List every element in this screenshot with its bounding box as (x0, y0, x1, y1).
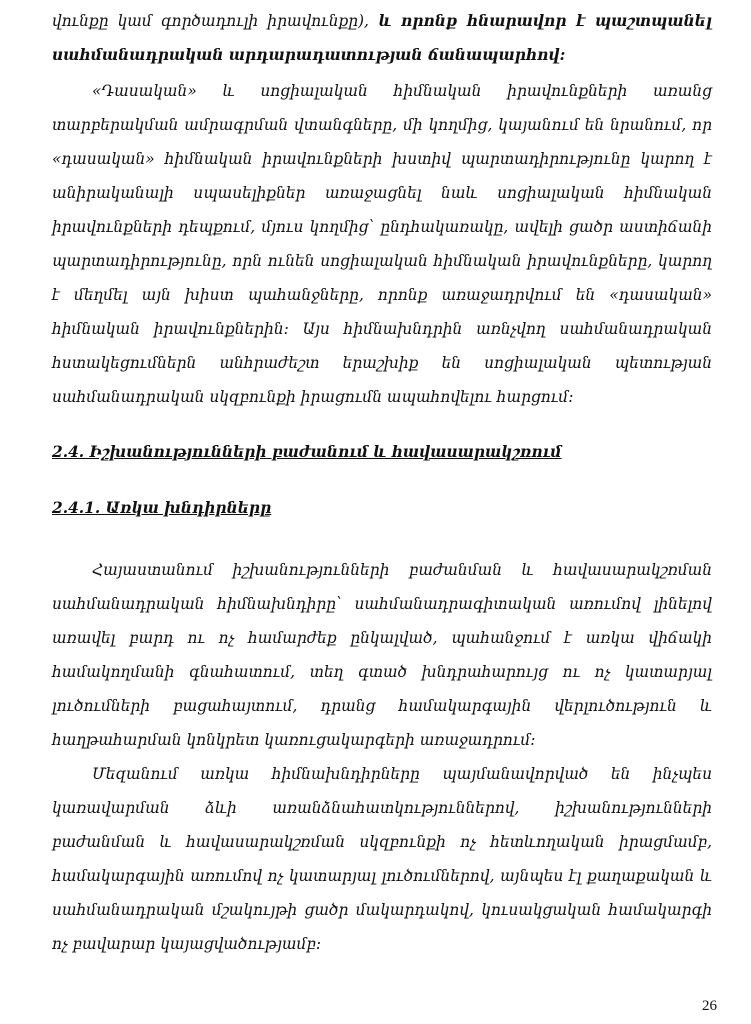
page-number: 26 (702, 998, 717, 1014)
subsection-heading-2-4-1: 2.4.1. Առկա խնդիրները (52, 499, 272, 517)
paragraph-existing-problems: Մեզանում առկա հիմնախնդիրները պայմանավորված են ինչպես կառավարման ձևի առանձնահատկություններով, իշխանությունների բաժանման և հավասարակշռման սկզբունքի ոչ հետևողական իրացմամբ, համակարգային առումով ոչ կատարյալ լուծումներով, այնպես էլ քաղաքական և սահմանադրական մշակույթի ցածր մակարդակով, կուսակցական համակարգի ոչ բավարար կայացվածությամբ: (52, 765, 712, 953)
section-heading-2-4: 2.4. Իշխանությունների բաժանում և հավասարակշռում (52, 443, 562, 461)
paragraph-continuation-text: վունքը կամ գործադուլի իրավունքը), (52, 12, 369, 30)
paragraph-continuation (52, 4, 712, 72)
paragraph-separation-of-powers: Հայաստանում իշխանությունների բաժանման և հավասարակշռման սահմանադրական հիմնախնդիրը՝ սահմանադրագիտական առումով լինելով առավել բարդ ու ոչ համարժեք ընկալված, պահանջում է առկա վիճակի համակողմանի գնահատում, տեղ գտած խնդրահարույց ու ոչ կատարյալ լուծումների բացահայտում, դրանց համակարգային վերլուծություն և հաղթահարման կոնկրետ կառուցակարգերի առաջադրում: (52, 561, 712, 749)
paragraph-continuation-bold-text: և որոնք հնարավոր է պաշտպանել սահմանադրական արդարադատության ճանապարհով: (52, 12, 713, 64)
paragraph-social-rights: «Դասական» և սոցիալական հիմնական իրավունքների առանց տարբերակման ամրագրման վտանգները, մի կողմից, կայանում են նրանում, որ «դասական» հիմնական իրավունքների խստիվ պարտադիրությունը կարող է անիրականալի սպասելիքներ առաջացնել նաև սոցիալական հիմնական իրավունքների դեպքում, մյուս կողմից՝ ընդհակառակը, ավելի ցածր աստիճանի պարտադիրությունը, որն ունեն սոցիալական հիմնական իրավունքները, կարող է մեղմել այն խիստ պահանջները, որոնք առաջադրվում են «դասական» հիմնական իրավունքներին: Այս հիմնախնդրին առնչվող սահմանադրական հստակեցումներն անհրաժեշտ երաշխիք են սոցիալական պետության սահմանադրական սկզբունքի իրացումն ապահովելու հարցում: (52, 82, 712, 406)
